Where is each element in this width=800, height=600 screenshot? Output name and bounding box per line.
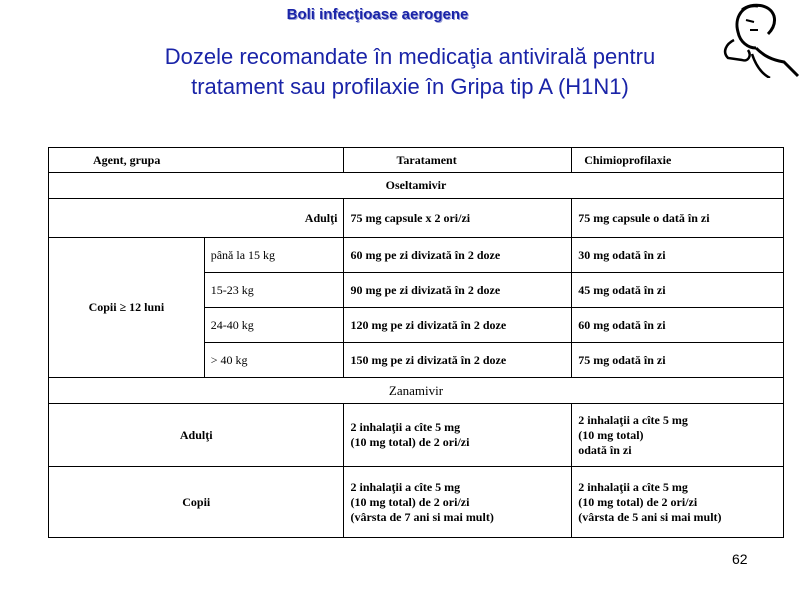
table-row <box>49 238 784 273</box>
cell-treatment: 90 mg pe zi divizată în 2 doze <box>344 273 572 308</box>
cell-prophylaxis: 75 mg odată în zi <box>572 343 784 378</box>
cell-treatment: 2 inhalaţii a cîte 5 mg (10 mg total) de 2 ori/zi <box>344 404 572 467</box>
cell-treatment: 75 mg capsule x 2 ori/zi <box>344 199 572 238</box>
header-agent-group: Agent, grupa <box>49 148 344 173</box>
cell-prophylaxis: 60 mg odată în zi <box>572 308 784 343</box>
cell-treatment: 150 mg pe zi divizată în 2 doze <box>344 343 572 378</box>
slide-title <box>60 42 760 102</box>
cell-treatment: 120 mg pe zi divizată în 2 doze <box>344 308 572 343</box>
header-treatment: Taratament <box>344 148 572 173</box>
cell-prophylaxis: 30 mg odată în zi <box>572 238 784 273</box>
title-line-2: tratament sau profilaxie în Gripa tip A (H1N1) <box>191 74 629 99</box>
cell-prophylaxis: 2 inhalaţii a cîte 5 mg (10 mg total) odată în zi <box>572 404 784 467</box>
section-row-zanamivir <box>49 378 784 404</box>
title-line-1: Dozele recomandate în medicaţia antivirală pentru <box>164 44 656 69</box>
section-row-oseltamivir <box>49 173 784 199</box>
row-label-adults: Adulţi <box>49 404 344 467</box>
page-number: 62 <box>732 551 748 567</box>
section-header: Boli infecţioase aerogene <box>286 6 469 23</box>
table-header-row <box>49 148 784 173</box>
cell-treatment: 2 inhalaţii a cîte 5 mg (10 mg total) de 2 ori/zi (vârsta de 7 ani si mai mult) <box>344 467 572 538</box>
cell-prophylaxis: 75 mg capsule o dată în zi <box>572 199 784 238</box>
row-label-adults: Adulţi <box>49 199 344 238</box>
header-prophylaxis: Chimioprofilaxie <box>572 148 784 173</box>
table-row <box>49 467 784 538</box>
row-label-children: Copii ≥ 12 luni <box>49 238 205 378</box>
cell-prophylaxis: 2 inhalaţii a cîte 5 mg (10 mg total) de 2 ori/zi (vârsta de 5 ani si mai mult) <box>572 467 784 538</box>
cell-weight: 15-23 kg <box>204 273 344 308</box>
cell-treatment: 60 mg pe zi divizată în 2 doze <box>344 238 572 273</box>
dosage-table <box>48 147 784 538</box>
cell-prophylaxis: 45 mg odată în zi <box>572 273 784 308</box>
table-row <box>49 199 784 238</box>
row-label-children: Copii <box>49 467 344 538</box>
section-oseltamivir: Oseltamivir <box>49 173 784 199</box>
section-zanamivir: Zanamivir <box>49 378 784 404</box>
table-row <box>49 404 784 467</box>
cell-weight: 24-40 kg <box>204 308 344 343</box>
cell-weight: până la 15 kg <box>204 238 344 273</box>
cell-weight: > 40 kg <box>204 343 344 378</box>
